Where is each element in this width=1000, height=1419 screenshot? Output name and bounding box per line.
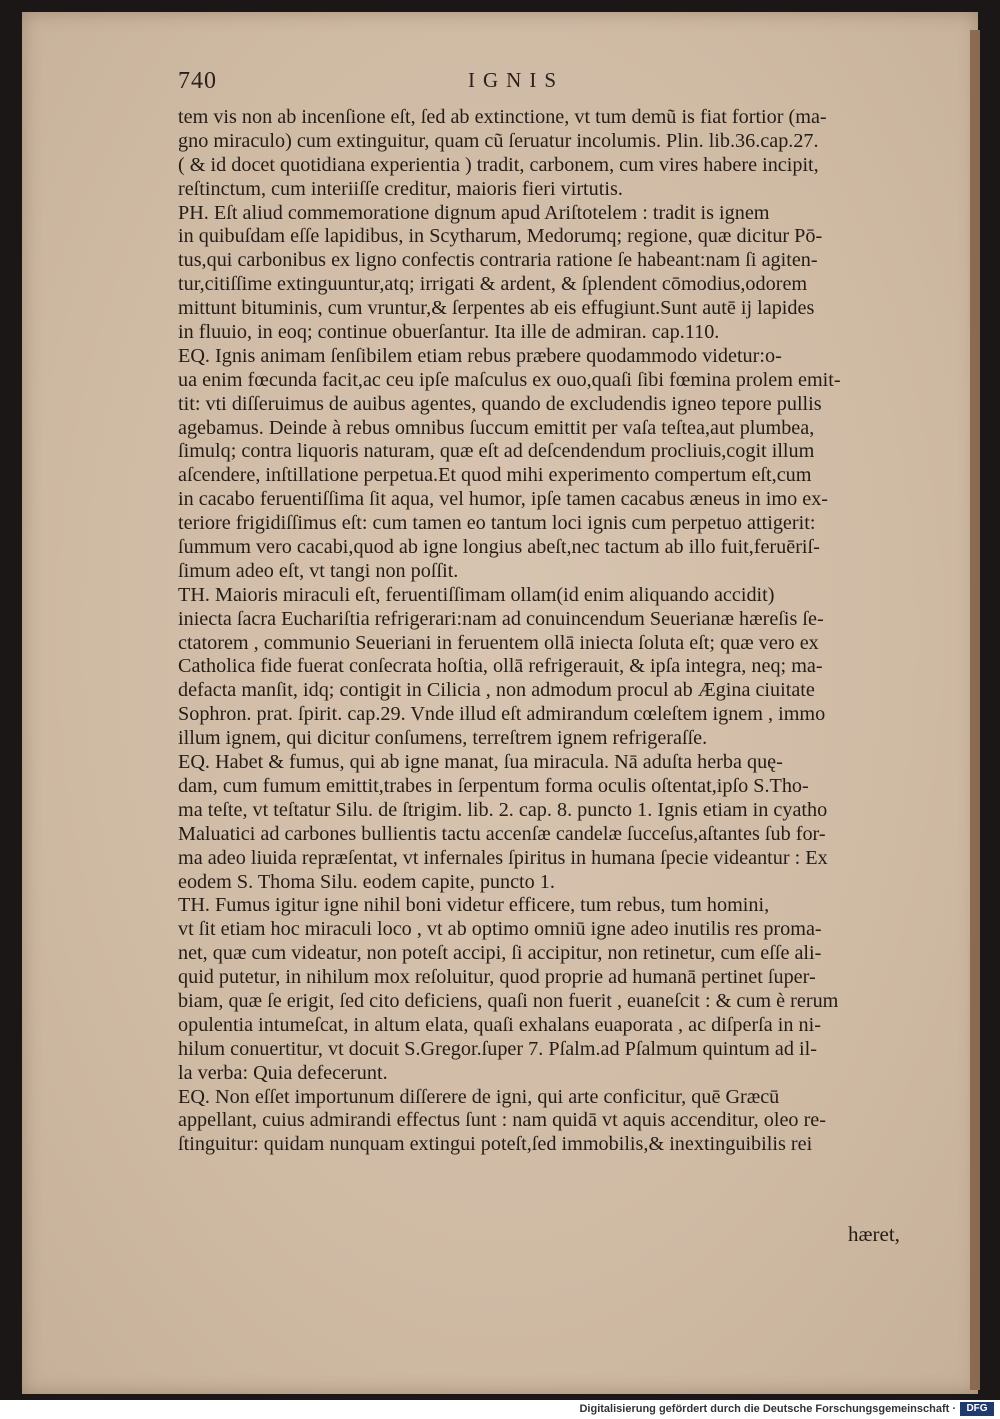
text-line: iniecta ſacra Euchariſtia refrigerari:nam ad conuincendum Seuerianæ hæreſis ſe-: [178, 607, 824, 630]
dfg-logo: DFG: [960, 1402, 994, 1416]
text-line: reſtinctum, cum interiiſſe creditur, maioris fieri virtutis.: [178, 177, 623, 200]
text-line: gno miraculo) cum extinguitur, quam cũ ſeruatur incolumis. Plin. lib.36.cap.27.: [178, 129, 819, 152]
text-line: TH. Fumus igitur igne nihil boni videtur efficere, tum rebus, tum homini,: [178, 894, 770, 917]
text-line: ſummum vero cacabi,quod ab igne longius abeſt,nec tactum ab illo fuit,feruēriſ-: [178, 536, 820, 559]
text-line: ſtinguitur: quidam nunquam extingui poteſt,ſed immobilis,& inextinguibilis rei: [178, 1133, 813, 1156]
text-line: EQ. Habet & fumus, qui ab igne manat, ſua miracula. Nā aduſta herba quę-: [178, 751, 783, 774]
text-line: Catholica fide fuerat conſecrata hoſtia, ollā refrigerauit, & ipſa integra, neq; ma-: [178, 655, 823, 678]
text-line: appellant, cuius admirandi effectus ſunt : nam quidā vt aquis accenditur, oleo re-: [178, 1109, 826, 1132]
text-line: tem vis non ab incenſione eſt, ſed ab extinctione, vt tum demũ is fiat fortior (ma-: [178, 106, 827, 128]
text-line: quid putetur, in nihilum mox reſoluitur, quod proprie ad humanā pertinet ſuper-: [178, 966, 816, 989]
text-line: EQ. Non eſſet importunum diſſerere de igni, qui arte conficitur, quē Græcū: [178, 1085, 780, 1108]
footer-credit: Digitalisierung gefördert durch die Deutsche Forschungsgemeinschaft ·: [579, 1403, 956, 1415]
running-head: IGNIS: [468, 68, 564, 92]
text-line: ſimum adeo eſt, vt tangi non poſſit.: [178, 559, 459, 582]
page-header: [178, 68, 918, 96]
text-line: hilum conuertitur, vt docuit S.Gregor.ſuper 7. Pſalm.ad Pſalmum quintum ad il-: [178, 1037, 817, 1060]
text-line: in cacabo feruentiſſima ſit aqua, vel humor, ipſe tamen cacabus æneus in imo ex-: [178, 488, 829, 511]
text-line: opulentia intumeſcat, in altum elata, quaſi exhalans euaporata , ac diſperſa in ni-: [178, 1013, 821, 1036]
text-line: mittunt bituminis, cum vruntur,& ſerpentes ab eis effugiunt.Sunt autē ij lapides: [178, 297, 815, 320]
text-line: net, quæ cum videatur, non poteſt accipi, ſi accipitur, non retinetur, cum eſſe ali-: [178, 942, 822, 965]
catchword: hæret,: [848, 1222, 900, 1246]
text-line: ſimulq; contra liquoris naturam, quæ eſt ad deſcendendum procliuis,cogit illum: [178, 440, 815, 463]
text-line: in quibuſdam eſſe lapidibus, in Scytharum, Medorumq; regione, quæ dicitur Pō-: [178, 225, 823, 248]
text-line: illum ignem, qui dicitur conſumens, terreſtrem ignem refrigeraſſe.: [178, 727, 708, 750]
text-line: aſcendere, inſtillatione perpetua.Et quod mihi experimento compertum eſt,cum: [178, 464, 812, 487]
text-line: ma teſte, vt teſtatur Silu. de ſtrigim. lib. 2. cap. 8. puncto 1. Ignis etiam in cyatho: [178, 798, 828, 821]
page-number: 740: [178, 68, 217, 94]
text-line: tus,qui carbonibus ex ligno confectis contraria ratione ſe habeant:nam ſi agiten-: [178, 249, 818, 272]
text-line: ctatorem , communio Seueriani in feruentem ollā iniecta ſoluta eſt; quæ vero ex: [178, 631, 819, 654]
text-line: eodem S. Thoma Silu. eodem capite, puncto 1.: [178, 870, 555, 893]
text-line: la verba: Quia defecerunt.: [178, 1061, 388, 1084]
body-text: [178, 106, 918, 1157]
text-line: Maluatici ad carbones bullientis tactu accenſæ candelæ ſucceſus,aſtantes ſub for-: [178, 822, 826, 845]
text-line: PH. Eſt aliud commemoratione dignum apud Ariſtotelem : tradit is ignem: [178, 201, 770, 224]
page-edge: [970, 30, 980, 1390]
text-line: ( & id docet quotidiana experientia ) tradit, carbonem, cum vires habere incipit,: [178, 153, 819, 176]
text-line: dam, cum fumum emittit,trabes in ſerpentum forma oculis oſtentat,ipſo S.Tho-: [178, 774, 809, 797]
text-line: tur,citiſſime extinguuntur,atq; irrigati & ardent, & ſplendent cōmodius,odorem: [178, 273, 808, 296]
text-line: Sophron. prat. ſpirit. cap.29. Vnde illud eſt admirandum cœleſtem ignem , immo: [178, 703, 826, 726]
text-line: defacta manſit, idq; contigit in Cilicia , non admodum procul ab Ægina ciuitate: [178, 679, 815, 702]
text-line: ua enim fœcunda facit,ac ceu ipſe maſculus ex ouo,quaſi ſibi fœmina prolem emit-: [178, 368, 841, 391]
text-line: TH. Maioris miraculi eſt, feruentiſſimam ollam(id enim aliquando accidit): [178, 583, 775, 606]
footer-bar: [0, 1400, 1000, 1419]
text-line: in fluuio, in eoq; continue obuerſantur. Ita ille de admiran. cap.110.: [178, 321, 720, 344]
text-line: ma adeo liuida repræſentat, vt infernales ſpiritus in humana ſpecie videantur : Ex: [178, 846, 828, 869]
text-line: biam, quæ ſe erigit, ſed cito deficiens, quaſi non fuerit , euaneſcit : & cum è rerum: [178, 989, 839, 1012]
text-line: teriore frigidiſſimus eſt: cum tamen eo tantum loci ignis cum perpetuo attigerit:: [178, 512, 816, 535]
text-line: vt ſit etiam hoc miraculi loco , vt ab optimo omniū igne adeo inutilis res proma-: [178, 918, 822, 941]
text-line: agebamus. Deinde à rebus omnibus ſuccum emittit per vaſa teſtea,aut plumbea,: [178, 416, 815, 439]
text-line: tit: vti diſſeruimus de auibus agentes, quando de excludendis igneo tepore pullis: [178, 392, 822, 415]
text-line: EQ. Ignis animam ſenſibilem etiam rebus præbere quodammodo videtur:o-: [178, 344, 782, 367]
